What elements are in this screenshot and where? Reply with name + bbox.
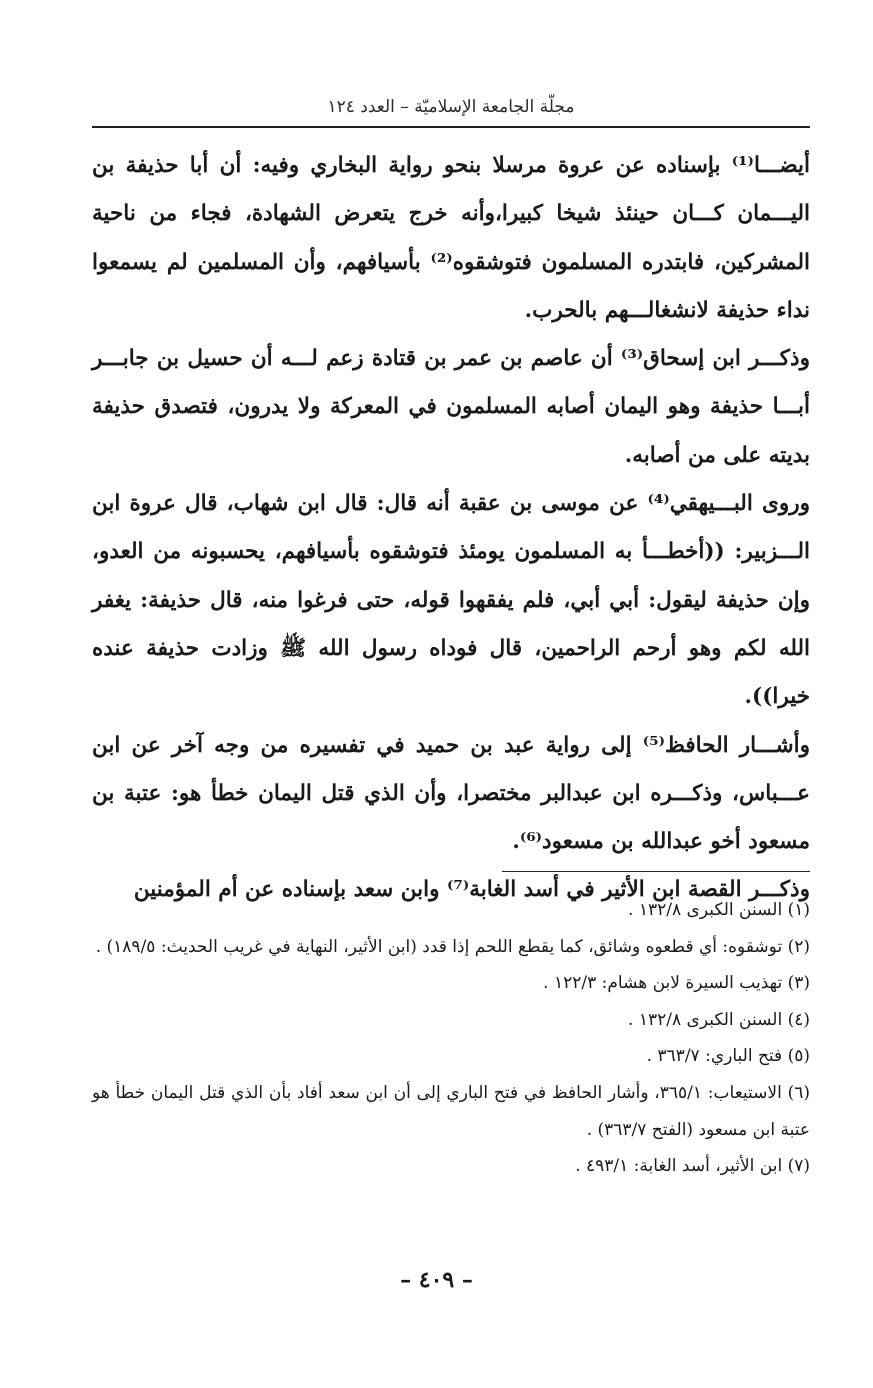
footnote: (٦) الاستيعاب: ٣٦٥/١، وأشار الحافظ في فتح الباري إلى أن ابن سعد أفاد بأن الذي قتل اليمان خطأ هو عتبة ابن مسعود (الفتح ٣٦٣/٧) .	[92, 1082, 810, 1140]
header-rule	[92, 126, 810, 128]
paragraph: وذكـــر ابن إسحاق⁽³⁾ أن عاصم بن عمر بن قتادة زعم لـــه أن حسيل بن جابـــر أبـــا حذيفة وهو اليمان أصابه المسلمون في المعركة ولا يدرون، فتصدق حذيفة بديته على من أصابه.	[92, 346, 810, 468]
main-text	[92, 142, 810, 915]
page-number: – ٤٠٩ –	[400, 1267, 473, 1293]
footnotes	[92, 892, 810, 1185]
footnote: (٣) تهذيب السيرة لابن هشام: ١٢٢/٣ .	[543, 973, 810, 994]
paragraph: وروى البـــيهقي⁽⁴⁾ عن موسى بن عقبة أنه قال: قال ابن شهاب، قال عروة ابن الـــزبير: ((أخطـــأ به المسلمون يومئذ فتوشقوه بأسيافهم، يحسبونه من العدو، وإن حذيفة ليقول: أبي أبي، فلم يفقهوا قوله، حتى فرغوا منه، قال حذيفة: يغفر الله لكم وهو أرحم الراحمين، قال فوداه رسول الله ﷺ وزادت حذيفة عنده خيرا)).	[92, 491, 810, 710]
footnote: (١) السنن الكبرى ١٣٢/٨ .	[628, 900, 810, 920]
paragraph: وذكـــر القصة ابن الأثير في أسد الغابة⁽⁷⁾ وابن سعد بإسناده عن أم المؤمنين	[133, 877, 810, 903]
paragraph: أيضـــا⁽¹⁾ بإسناده عن عروة مرسلا بنحو رواية البخاري وفيه: أن أبا حذيفة بن اليـــمان كـــان حينئذ شيخا كبيرا،وأنه خرج يتعرض الشهادة، فجاء من ناحية المشركين، فابتدره المسلمون فتوشقوه⁽²⁾ بأسيافهم، وأن المسلمين لم يسمعوا نداء حذيفة لانشغالـــهم بالحرب.	[92, 153, 810, 323]
footnote: (٧) ابن الأثير، أسد الغابة: ٤٩٣/١ .	[575, 1156, 810, 1177]
footnote: (٥) فتح الباري: ٣٦٣/٧ .	[646, 1046, 810, 1067]
paragraph: وأشـــار الحافظ⁽⁵⁾ إلى رواية عبد بن حميد في تفسيره من وجه آخر عن ابن عـــباس، وذكـــره ابن عبدالبر مختصرا، وأن الذي قتل اليمان خطأ هو: عتبة بن مسعود أخو عبدالله بن مسعود⁽⁶⁾.	[92, 732, 810, 855]
running-header: مجلّة الجامعة الإسلاميّة – العدد ١٢٤	[327, 97, 575, 117]
footnote: (٢) توشقوه: أي قطعوه وشائق، كما يقطع اللحم إذا قدد (ابن الأثير، النهاية في غريب الحديث: ١٨٩/٥) .	[95, 936, 810, 957]
footnote-rule	[502, 871, 810, 872]
footnote: (٤) السنن الكبرى ١٣٢/٨ .	[628, 1009, 810, 1030]
